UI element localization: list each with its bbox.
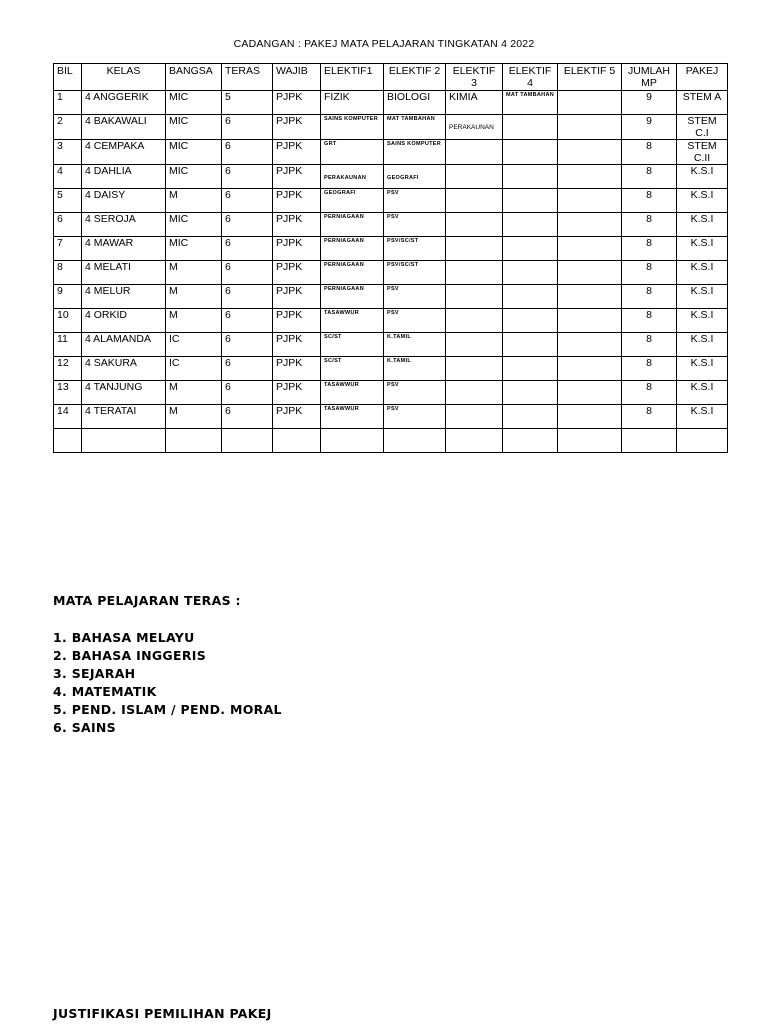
cell-bil: 14 (54, 405, 82, 429)
cell-elektif1 (321, 309, 384, 333)
cell-elektif1: FIZIK (321, 91, 384, 115)
cell-elektif2 (384, 189, 446, 213)
cell-elektif2 (384, 261, 446, 285)
cell-elektif1 (321, 237, 384, 261)
cell-kelas: 4 DAHLIA (82, 165, 166, 189)
teras-item: 5. PEND. ISLAM / PEND. MORAL (53, 702, 282, 717)
teras-item: 1. BAHASA MELAYU (53, 630, 195, 645)
cell-teras: 5 (222, 91, 273, 115)
table-header-row (54, 64, 728, 91)
cell-elektif2-text: PSV (387, 286, 399, 292)
empty-cell (222, 429, 273, 453)
cell-teras: 6 (222, 213, 273, 237)
cell-kelas: 4 TERATAI (82, 405, 166, 429)
cell-elektif1 (321, 189, 384, 213)
cell-elektif5 (558, 189, 622, 213)
cell-elektif2 (384, 140, 446, 165)
header-elektif4: ELEKTIF 4 (503, 64, 558, 91)
cell-elektif3 (446, 189, 503, 213)
cell-jumlah: 8 (622, 237, 677, 261)
empty-cell (622, 429, 677, 453)
cell-elektif5 (558, 309, 622, 333)
table-row (54, 261, 728, 285)
package-table (53, 63, 728, 453)
cell-elektif2-text: PSV/SC/ST (387, 262, 419, 268)
cell-wajib: PJPK (273, 115, 321, 140)
cell-elektif1-text: PERAKAUNAN (324, 175, 367, 181)
cell-jumlah: 8 (622, 213, 677, 237)
teras-item: 6. SAINS (53, 720, 116, 735)
header-elektif5: ELEKTIF 5 (558, 64, 622, 91)
cell-elektif4 (503, 189, 558, 213)
cell-elektif1-text: SAINS KOMPUTER (324, 116, 379, 122)
cell-jumlah: 8 (622, 261, 677, 285)
cell-pakej: STEM C.II (677, 140, 728, 165)
cell-elektif5 (558, 405, 622, 429)
cell-bil: 13 (54, 381, 82, 405)
cell-elektif1 (321, 285, 384, 309)
cell-bil: 2 (54, 115, 82, 140)
cell-elektif4 (503, 237, 558, 261)
cell-jumlah: 8 (622, 165, 677, 189)
cell-pakej: STEM C.I (677, 115, 728, 140)
cell-elektif1-text: PERNIAGAAN (324, 214, 364, 220)
header-kelas: KELAS (82, 64, 166, 91)
cell-elektif5 (558, 213, 622, 237)
cell-bangsa: M (166, 405, 222, 429)
cell-elektif4 (503, 165, 558, 189)
cell-elektif4 (503, 405, 558, 429)
cell-jumlah: 8 (622, 333, 677, 357)
cell-wajib: PJPK (273, 357, 321, 381)
table-row (54, 405, 728, 429)
cell-elektif2-text: MAT TAMBAHAN (387, 116, 435, 122)
cell-elektif4 (503, 333, 558, 357)
cell-bil: 4 (54, 165, 82, 189)
cell-wajib: PJPK (273, 405, 321, 429)
cell-jumlah: 8 (622, 405, 677, 429)
empty-cell (54, 429, 82, 453)
cell-elektif2-text: SAINS KOMPUTER (387, 141, 442, 147)
cell-elektif3 (446, 140, 503, 165)
cell-pakej: K.S.I (677, 405, 728, 429)
cell-elektif4 (503, 261, 558, 285)
cell-pakej: K.S.I (677, 261, 728, 285)
cell-wajib: PJPK (273, 237, 321, 261)
document-title: CADANGAN : PAKEJ MATA PELAJARAN TINGKATAN 4 2022 (233, 38, 535, 50)
cell-elektif4 (503, 115, 558, 140)
cell-teras: 6 (222, 285, 273, 309)
cell-teras: 6 (222, 189, 273, 213)
table-row (54, 91, 728, 115)
header-elektif2: ELEKTIF 2 (384, 64, 446, 91)
table-row (54, 381, 728, 405)
empty-cell (321, 429, 384, 453)
cell-kelas: 4 CEMPAKA (82, 140, 166, 165)
cell-elektif5 (558, 261, 622, 285)
cell-jumlah: 8 (622, 189, 677, 213)
cell-kelas: 4 MAWAR (82, 237, 166, 261)
cell-kelas: 4 MELATI (82, 261, 166, 285)
cell-elektif2-text: GEOGRAFI (387, 175, 419, 181)
cell-elektif1 (321, 333, 384, 357)
header-elektif1: ELEKTIF1 (321, 64, 384, 91)
cell-elektif3: KIMIA (446, 91, 503, 115)
table-row-empty (54, 429, 728, 453)
cell-bangsa: IC (166, 357, 222, 381)
cell-wajib: PJPK (273, 165, 321, 189)
cell-elektif2: BIOLOGI (384, 91, 446, 115)
table-row (54, 237, 728, 261)
header-jumlah-mp: JUMLAH MP (622, 64, 677, 91)
cell-teras: 6 (222, 357, 273, 381)
table-row (54, 115, 728, 140)
cell-teras: 6 (222, 381, 273, 405)
cell-elektif3 (446, 115, 503, 140)
cell-elektif1 (321, 115, 384, 140)
cell-teras: 6 (222, 309, 273, 333)
cell-teras: 6 (222, 333, 273, 357)
cell-elektif3 (446, 285, 503, 309)
teras-list (53, 629, 282, 737)
cell-bangsa: M (166, 189, 222, 213)
cell-elektif4-text: MAT TAMBAHAN (506, 92, 554, 98)
cell-kelas: 4 SAKURA (82, 357, 166, 381)
cell-elektif4 (503, 357, 558, 381)
header-pakej: PAKEJ (677, 64, 728, 91)
cell-elektif2 (384, 115, 446, 140)
cell-elektif3 (446, 381, 503, 405)
cell-teras: 6 (222, 165, 273, 189)
cell-bil: 11 (54, 333, 82, 357)
cell-bil: 5 (54, 189, 82, 213)
cell-elektif4 (503, 140, 558, 165)
cell-bil: 9 (54, 285, 82, 309)
cell-elektif2-text: PSV (387, 310, 399, 316)
cell-teras: 6 (222, 115, 273, 140)
cell-jumlah: 9 (622, 91, 677, 115)
cell-elektif3 (446, 357, 503, 381)
cell-elektif5 (558, 115, 622, 140)
cell-kelas: 4 ORKID (82, 309, 166, 333)
cell-elektif1 (321, 165, 384, 189)
cell-pakej: K.S.I (677, 357, 728, 381)
cell-teras: 6 (222, 261, 273, 285)
justifikasi-heading: JUSTIFIKASI PEMILIHAN PAKEJ (53, 1006, 272, 1021)
empty-cell (82, 429, 166, 453)
empty-cell (384, 429, 446, 453)
teras-heading: MATA PELAJARAN TERAS : (53, 593, 241, 608)
cell-elektif2-text: PSV (387, 190, 399, 196)
cell-bil: 7 (54, 237, 82, 261)
cell-elektif1-text: PERNIAGAAN (324, 262, 364, 268)
cell-pakej: K.S.I (677, 381, 728, 405)
teras-item: 3. SEJARAH (53, 666, 136, 681)
cell-elektif3-text: PERAKAUNAN (449, 124, 494, 131)
cell-elektif2 (384, 237, 446, 261)
cell-jumlah: 9 (622, 115, 677, 140)
cell-elektif2 (384, 309, 446, 333)
cell-elektif2 (384, 405, 446, 429)
cell-elektif1-text: PERNIAGAAN (324, 286, 364, 292)
cell-elektif5 (558, 91, 622, 115)
cell-jumlah: 8 (622, 309, 677, 333)
cell-wajib: PJPK (273, 261, 321, 285)
cell-wajib: PJPK (273, 189, 321, 213)
empty-cell (558, 429, 622, 453)
cell-jumlah: 8 (622, 357, 677, 381)
table-row (54, 285, 728, 309)
cell-bil: 10 (54, 309, 82, 333)
cell-pakej: STEM A (677, 91, 728, 115)
cell-elektif3 (446, 333, 503, 357)
cell-bil: 6 (54, 213, 82, 237)
cell-bangsa: MIC (166, 140, 222, 165)
cell-elektif3 (446, 261, 503, 285)
cell-kelas: 4 DAISY (82, 189, 166, 213)
cell-elektif5 (558, 237, 622, 261)
header-bangsa: BANGSA (166, 64, 222, 91)
cell-elektif2-text: PSV (387, 406, 399, 412)
table-row (54, 309, 728, 333)
cell-elektif2-text: PSV/SC/ST (387, 238, 419, 244)
cell-bangsa: MIC (166, 165, 222, 189)
cell-elektif1 (321, 381, 384, 405)
cell-elektif2 (384, 165, 446, 189)
cell-teras: 6 (222, 405, 273, 429)
table-row (54, 140, 728, 165)
cell-pakej: K.S.I (677, 309, 728, 333)
cell-elektif2-text: PSV (387, 382, 399, 388)
cell-bil: 12 (54, 357, 82, 381)
cell-elektif1-text: SC/ST (324, 358, 342, 364)
cell-pakej: K.S.I (677, 213, 728, 237)
cell-elektif4 (503, 309, 558, 333)
cell-bangsa: MIC (166, 237, 222, 261)
cell-elektif5 (558, 333, 622, 357)
cell-wajib: PJPK (273, 381, 321, 405)
cell-elektif2-text: K.TAMIL (387, 358, 411, 364)
cell-kelas: 4 MELUR (82, 285, 166, 309)
cell-wajib: PJPK (273, 309, 321, 333)
empty-cell (166, 429, 222, 453)
cell-elektif2 (384, 333, 446, 357)
cell-bangsa: MIC (166, 213, 222, 237)
cell-elektif1 (321, 357, 384, 381)
cell-pakej: K.S.I (677, 333, 728, 357)
cell-elektif3 (446, 237, 503, 261)
cell-kelas: 4 ALAMANDA (82, 333, 166, 357)
cell-elektif1 (321, 140, 384, 165)
cell-elektif1-text: SC/ST (324, 334, 342, 340)
table-row (54, 213, 728, 237)
cell-wajib: PJPK (273, 213, 321, 237)
cell-elektif1-text: GRT (324, 141, 337, 147)
cell-bangsa: M (166, 309, 222, 333)
table-row (54, 357, 728, 381)
cell-elektif4 (503, 91, 558, 115)
table-row (54, 189, 728, 213)
cell-elektif5 (558, 165, 622, 189)
cell-elektif1 (321, 261, 384, 285)
header-wajib: WAJIB (273, 64, 321, 91)
cell-elektif2 (384, 285, 446, 309)
cell-elektif5 (558, 140, 622, 165)
cell-bangsa: MIC (166, 115, 222, 140)
cell-elektif2-text: PSV (387, 214, 399, 220)
cell-kelas: 4 ANGGERIK (82, 91, 166, 115)
cell-elektif2 (384, 357, 446, 381)
cell-bil: 8 (54, 261, 82, 285)
cell-bil: 1 (54, 91, 82, 115)
cell-elektif3 (446, 213, 503, 237)
empty-cell (677, 429, 728, 453)
cell-teras: 6 (222, 237, 273, 261)
cell-elektif3 (446, 405, 503, 429)
cell-teras: 6 (222, 140, 273, 165)
cell-elektif3 (446, 165, 503, 189)
cell-bil: 3 (54, 140, 82, 165)
cell-elektif1-text: TASAWWUR (324, 382, 359, 388)
cell-elektif5 (558, 285, 622, 309)
cell-elektif1-text: PERNIAGAAN (324, 238, 364, 244)
cell-elektif2 (384, 381, 446, 405)
cell-pakej: K.S.I (677, 189, 728, 213)
teras-item: 2. BAHASA INGGERIS (53, 648, 207, 663)
header-elektif3: ELEKTIF 3 (446, 64, 503, 91)
cell-kelas: 4 SEROJA (82, 213, 166, 237)
table-row (54, 333, 728, 357)
teras-item: 4. MATEMATIK (53, 684, 157, 699)
table-row (54, 165, 728, 189)
cell-bangsa: M (166, 285, 222, 309)
cell-elektif1-text: GEOGRAFI (324, 190, 356, 196)
cell-kelas: 4 BAKAWALI (82, 115, 166, 140)
header-bil: BIL (54, 64, 82, 91)
cell-elektif1 (321, 213, 384, 237)
cell-wajib: PJPK (273, 285, 321, 309)
cell-jumlah: 8 (622, 140, 677, 165)
cell-bangsa: M (166, 381, 222, 405)
empty-cell (446, 429, 503, 453)
cell-elektif4 (503, 285, 558, 309)
cell-jumlah: 8 (622, 381, 677, 405)
cell-elektif3 (446, 309, 503, 333)
cell-elektif4 (503, 381, 558, 405)
cell-pakej: K.S.I (677, 165, 728, 189)
cell-elektif2 (384, 213, 446, 237)
cell-pakej: K.S.I (677, 237, 728, 261)
cell-wajib: PJPK (273, 91, 321, 115)
cell-bangsa: IC (166, 333, 222, 357)
header-teras: TERAS (222, 64, 273, 91)
cell-elektif1-text: TASAWWUR (324, 406, 359, 412)
cell-elektif2-text: K.TAMIL (387, 334, 411, 340)
cell-bangsa: MIC (166, 91, 222, 115)
cell-elektif1 (321, 405, 384, 429)
cell-pakej: K.S.I (677, 285, 728, 309)
cell-elektif5 (558, 357, 622, 381)
empty-cell (273, 429, 321, 453)
cell-elektif1-text: TASAWWUR (324, 310, 359, 316)
cell-bangsa: M (166, 261, 222, 285)
empty-cell (503, 429, 558, 453)
cell-wajib: PJPK (273, 140, 321, 165)
cell-elektif5 (558, 381, 622, 405)
cell-elektif4 (503, 213, 558, 237)
cell-wajib: PJPK (273, 333, 321, 357)
cell-kelas: 4 TANJUNG (82, 381, 166, 405)
cell-jumlah: 8 (622, 285, 677, 309)
